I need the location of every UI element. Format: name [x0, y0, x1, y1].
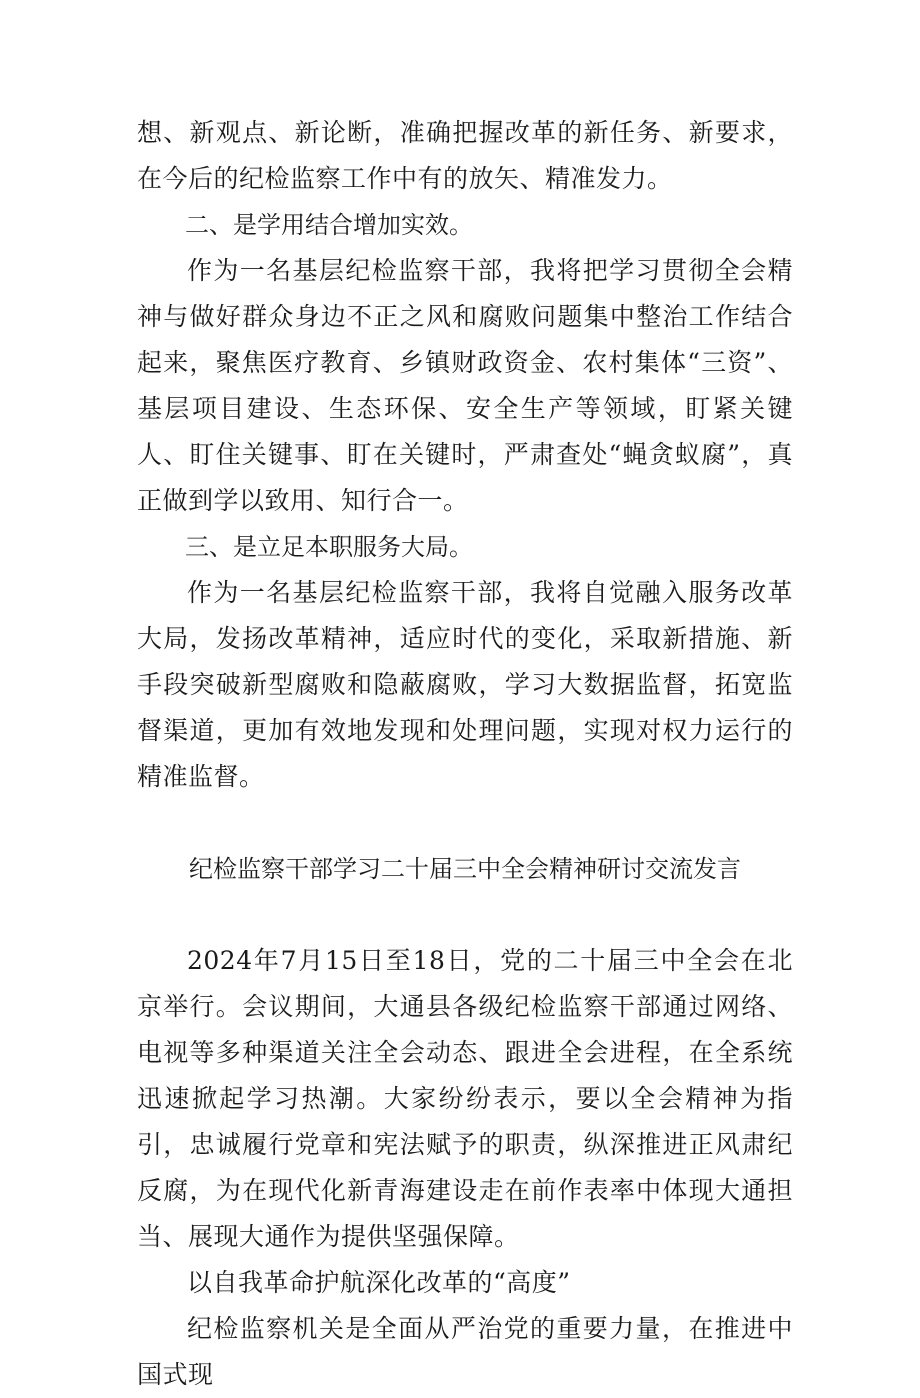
section-heading-3: 三、是立足本职服务大局。	[185, 533, 473, 561]
section-body-2: 作为一名基层纪检监察干部，我将把学习贯彻全会精神与做好群众身边不正之风和腐败问题集中整治工作结合起来，聚焦医疗教育、乡镇财政资金、农村集体“三资”、基层项目建设、生态环保、安全生产等领域，盯紧关键人、盯住关键事、盯在关键时，严肃查处“蝇贪蚁腐”，真正做到学以致用、知行合一。	[137, 256, 793, 515]
section-body-3: 作为一名基层纪检监察干部，我将自觉融入服务改革大局，发扬改革精神，适应时代的变化，采取新措施、新手段突破新型腐败和隐蔽腐败，学习大数据监督，拓宽监督渠道，更加有效地发现和处理问题，实现对权力运行的精准监督。	[137, 578, 793, 791]
continuation-paragraph: 想、新观点、新论断，准确把握改革的新任务、新要求，在今后的纪检监察工作中有的放矢、精准发力。	[137, 118, 793, 193]
article-subheading: 以自我革命护航深化改革的“高度”	[187, 1268, 571, 1297]
article-title: 纪检监察干部学习二十届三中全会精神研讨交流发言	[189, 855, 741, 883]
document-body	[137, 110, 793, 1398]
article-intro-paragraph: 2024年7月15日至18日，党的二十届三中全会在北京举行。会议期间，大通县各级纪检监察干部通过网络、电视等多种渠道关注全会动态、跟进全会进程，在全系统迅速掀起学习热潮。大家纷纷表示，要以全会精神为指引，忠诚履行党章和宪法赋予的职责，纵深推进正风肃纪反腐，为在现代化新青海建设走在前作表率中体现大通担当、展现大通作为提供坚强保障。	[137, 946, 793, 1251]
last-paragraph: 纪检监察机关是全面从严治党的重要力量，在推进中国式现	[137, 1314, 793, 1389]
section-heading-2: 二、是学用结合增加实效。	[185, 211, 473, 239]
